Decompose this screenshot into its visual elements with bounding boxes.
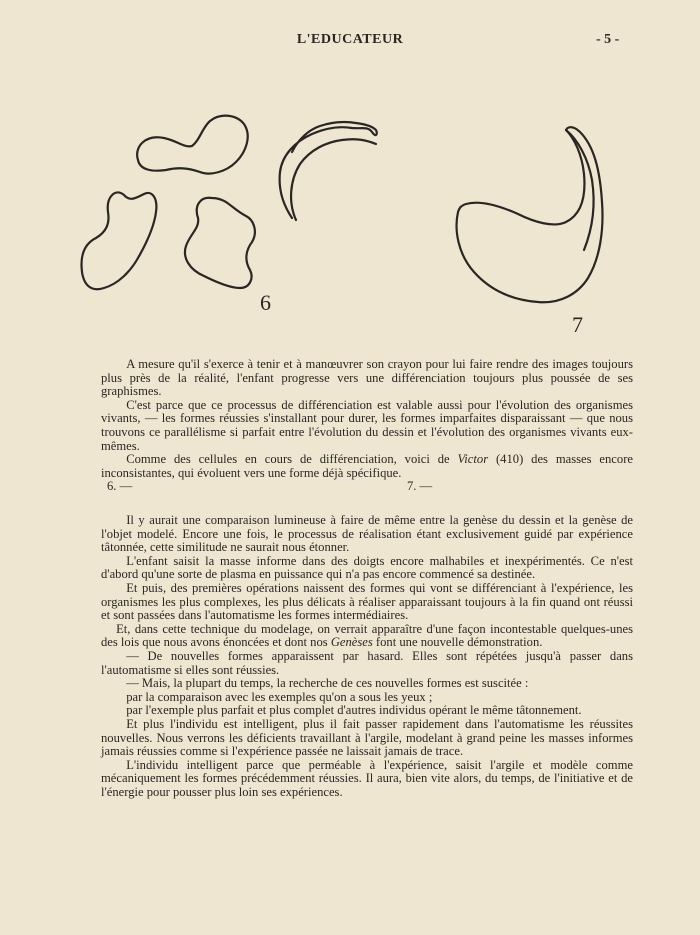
text-section-1 bbox=[101, 358, 633, 494]
text-section-2 bbox=[101, 514, 633, 799]
caption-fig-7: 7. — bbox=[407, 479, 433, 494]
caption-fig-6: 6. — bbox=[107, 479, 133, 494]
drawing-hook bbox=[280, 122, 377, 218]
running-header: L'EDUCATEUR bbox=[296, 32, 404, 47]
paragraph: Et plus l'individu est intelligent, plus il fait passer rapidement dans l'automatisme les réussites nouvelles. Nous verrons les déficients travaillant à l'argile, modelant à grand peine les masses informes jamais réussies comme si l'expérience passée ne laissait jamais de trace. bbox=[101, 716, 633, 759]
paragraph: par la comparaison avec les exemples qu'on a sous les yeux ; bbox=[126, 689, 433, 704]
drawing-cup bbox=[457, 127, 603, 302]
paragraph: — De nouvelles formes apparaissent par hasard. Elles sont répétées jusqu'à passer dans l'automatisme si elles sont réussies. bbox=[101, 648, 633, 677]
paragraph-victor: Comme des cellules en cours de différenciation, voici de Victor (410) des masses encore inconsistantes, qui évoluent vers une forme déjà spécifique. bbox=[101, 452, 633, 480]
drawing-hook-inner bbox=[291, 139, 376, 220]
figure-label-6: 6 bbox=[260, 290, 271, 315]
name-victor: Victor bbox=[457, 452, 489, 467]
paragraph: — Mais, la plupart du temps, la recherche de ces nouvelles formes est suscitée : bbox=[126, 676, 529, 691]
drawing-blob-left bbox=[82, 192, 157, 289]
paragraph: L'individu intelligent parce que perméable à l'expérience, saisit l'argile et modèle comme mécaniquement les formes précédemment réussies. Il aura, bien vite alors, du temps, de l'initiative et de l'énergie pour pousser plus loin ses expériences. bbox=[101, 757, 633, 799]
title-geneses: Genèses bbox=[330, 635, 373, 650]
paragraph: Et puis, des premières opérations naissent des formes qui vont se différenciant à l'expérience, les organismes les plus complexes, les plus délicats à réaliser apparaissant toujours à la fin quand ont réussi et sont passées dans l'automatisme les formes intermédiaires. bbox=[101, 580, 633, 623]
page-number: - 5 - bbox=[596, 32, 620, 47]
drawing-cup-inner bbox=[566, 130, 594, 250]
drawing-blob-middle bbox=[185, 198, 255, 288]
drawing-blob-top bbox=[137, 116, 248, 174]
drawings-figure bbox=[60, 110, 620, 345]
paragraph-geneses: Et, dans cette technique du modelage, on verrait apparaître d'une façon incontestable quelques-unes des lois que nous avons énoncées et dont nos Genèses font une nouvelle démonstration. bbox=[101, 621, 633, 650]
paragraph: Il y aurait une comparaison lumineuse à faire de même entre la genèse du dessin et la genèse de l'objet modelé. Encore une fois, le processus de réalisation étant exclusivement guidé par expérience tâtonnée, cette similitude ne saurait nous étonner. bbox=[101, 513, 633, 555]
paragraph: par l'exemple plus parfait et plus complet d'autres individus opérant le même tâtonnement. bbox=[126, 703, 582, 718]
figure-label-7: 7 bbox=[572, 312, 583, 337]
paragraph: L'enfant saisit la masse informe dans des doigts encore malhabiles et inexpérimentés. Ce n'est d'abord qu'une sorte de plasma en puissance qui n'a pas encore commencé sa destinée. bbox=[101, 553, 633, 582]
paragraph: C'est parce que ce processus de différenciation est valable aussi pour l'évolution des organismes vivants, — les formes réussies s'installant pour durer, les formes imparfaites disparaissant — que nous trouvons ce parallélisme si parfait entre l'évolution du dessin et l'évolution des organismes vivants eux-mêmes. bbox=[101, 397, 633, 453]
paragraph: A mesure qu'il s'exerce à tenir et à manœuvrer son crayon pour lui faire rendre des images toujours plus près de la réalité, l'enfant progresse vers une différenciation toujours plus poussée de ses graphismes. bbox=[101, 357, 633, 399]
figure-captions bbox=[101, 480, 633, 494]
